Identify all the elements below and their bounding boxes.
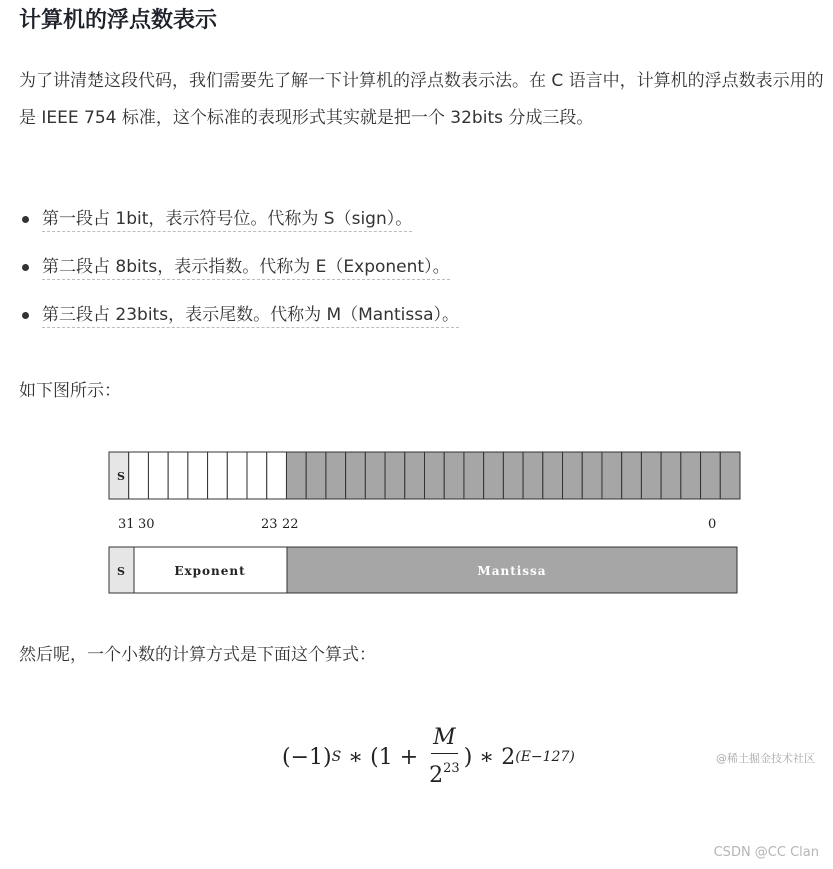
bit-cell xyxy=(720,452,740,499)
formula-fraction xyxy=(429,725,460,789)
section-heading: 计算机的浮点数表示 xyxy=(19,8,218,33)
field-sign-label: S xyxy=(117,565,125,578)
formula-part-2: ) ∗ 2 xyxy=(463,744,516,770)
bit-cell xyxy=(582,452,602,499)
field-exponent-label: Exponent xyxy=(174,564,246,578)
bit-cell xyxy=(503,452,523,499)
bit-cells-row xyxy=(109,452,740,499)
formula-denominator-exponent: 23 xyxy=(443,761,460,776)
bit-label-22: 22 xyxy=(282,517,299,532)
bullet-text-mantissa: 第三段占 23bits，表示尾数。代称为 M（Mantissa）。 xyxy=(42,305,459,328)
bit-cell xyxy=(385,452,405,499)
bit-cell xyxy=(129,452,149,499)
intro-paragraph: 为了讲清楚这段代码，我们需要先了解一下计算机的浮点数表示法。在 C 语言中，计算机的浮点数表示用的是 IEEE 754 标准，这个标准的表现形式其实就是把一个 32bits 分成三段。 xyxy=(19,71,824,128)
bit-cell xyxy=(523,452,543,499)
bit-cell xyxy=(306,452,326,499)
bit-label-0: 0 xyxy=(708,517,717,532)
bit-cell xyxy=(641,452,661,499)
bit-cell xyxy=(405,452,425,499)
formula-power: (E−127) xyxy=(515,749,575,765)
bit-label-31: 31 xyxy=(118,517,135,532)
diagram-caption: 如下图所示： xyxy=(19,381,121,401)
bit-cell xyxy=(346,452,366,499)
bit-cell xyxy=(563,452,583,499)
bit-cell xyxy=(543,452,563,499)
bit-cell xyxy=(425,452,445,499)
bullet-icon xyxy=(22,264,29,271)
juejin-watermark: @稀土掘金技术社区 xyxy=(716,752,815,765)
bit-sign-label: S xyxy=(117,470,125,483)
float-formula xyxy=(282,722,575,792)
bit-cell xyxy=(208,452,228,499)
bullet-text-sign: 第一段占 1bit，表示符号位。代称为 S（sign）。 xyxy=(42,209,412,232)
bit-cell xyxy=(661,452,681,499)
bit-cell xyxy=(444,452,464,499)
bullet-list xyxy=(19,204,459,348)
bit-cell xyxy=(326,452,346,499)
formula-sign-base: (−1) xyxy=(282,744,332,770)
list-item xyxy=(19,204,459,252)
bit-cell xyxy=(286,452,306,499)
field-mantissa-label: Mantissa xyxy=(477,564,547,578)
bit-cell xyxy=(622,452,642,499)
bit-cell xyxy=(484,452,504,499)
bit-cell xyxy=(247,452,267,499)
csdn-watermark: CSDN @CC Clan xyxy=(713,845,819,860)
bit-cell xyxy=(701,452,721,499)
bit-cell xyxy=(188,452,208,499)
bit-cell xyxy=(148,452,168,499)
bit-cell xyxy=(267,452,287,499)
ieee754-bit-diagram xyxy=(100,442,750,602)
bit-cell xyxy=(227,452,247,499)
bullet-icon xyxy=(22,216,29,223)
list-item xyxy=(19,300,459,348)
formula-sign-exponent: S xyxy=(331,749,342,765)
bit-label-30: 30 xyxy=(138,517,155,532)
bit-cell xyxy=(168,452,188,499)
bullet-text-exponent: 第二段占 8bits，表示指数。代称为 E（Exponent）。 xyxy=(42,257,450,280)
formula-caption: 然后呢，一个小数的计算方式是下面这个算式： xyxy=(19,645,376,665)
formula-numerator: M xyxy=(433,725,456,750)
bit-label-23: 23 xyxy=(261,517,278,532)
bit-cell xyxy=(602,452,622,499)
formula-denominator-base: 2 xyxy=(429,763,444,788)
formula-part-1: ∗ (1 + xyxy=(341,744,426,770)
bullet-icon xyxy=(22,312,29,319)
list-item xyxy=(19,252,459,300)
bit-cell xyxy=(365,452,385,499)
bit-cell xyxy=(464,452,484,499)
bit-cell xyxy=(681,452,701,499)
